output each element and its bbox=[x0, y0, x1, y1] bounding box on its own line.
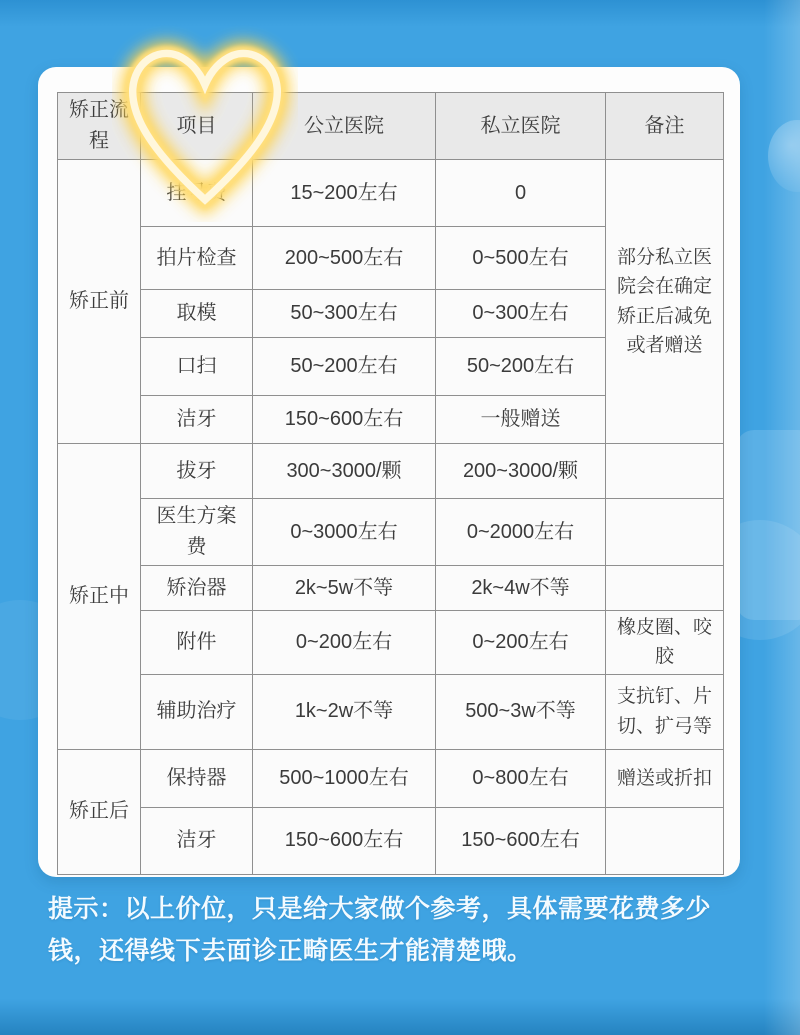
item-cell: 取模 bbox=[141, 290, 253, 338]
private-price-cell: 500~3w不等 bbox=[436, 674, 606, 749]
public-price-cell: 2k~5w不等 bbox=[253, 566, 436, 611]
public-price-cell: 1k~2w不等 bbox=[253, 674, 436, 749]
public-price-cell: 150~600左右 bbox=[253, 396, 436, 444]
stage-cell: 矫正前 bbox=[58, 160, 141, 444]
orthodontic-price-table bbox=[57, 92, 724, 875]
table-row bbox=[58, 444, 724, 499]
public-price-cell: 50~200左右 bbox=[253, 338, 436, 396]
table-row bbox=[58, 160, 724, 227]
note-cell: 支抗钉、片切、扩弓等 bbox=[606, 674, 724, 749]
background-balloon-decoration bbox=[768, 120, 800, 192]
private-price-cell: 2k~4w不等 bbox=[436, 566, 606, 611]
private-price-cell: 0 bbox=[436, 160, 606, 227]
item-cell: 口扫 bbox=[141, 338, 253, 396]
private-price-cell: 150~600左右 bbox=[436, 807, 606, 874]
item-cell: 洁牙 bbox=[141, 396, 253, 444]
note-cell bbox=[606, 499, 724, 566]
private-price-cell: 50~200左右 bbox=[436, 338, 606, 396]
public-price-cell: 50~300左右 bbox=[253, 290, 436, 338]
stage-cell: 矫正中 bbox=[58, 444, 141, 750]
public-price-cell: 200~500左右 bbox=[253, 227, 436, 290]
price-table-card bbox=[38, 67, 740, 877]
footer-hint-text: 提示：以上价位，只是给大家做个参考，具体需要花费多少钱，还得线下去面诊正畸医生才能清楚哦。 bbox=[48, 895, 712, 965]
public-price-cell: 300~3000/颗 bbox=[253, 444, 436, 499]
private-price-cell: 一般赠送 bbox=[436, 396, 606, 444]
note-cell: 橡皮圈、咬胶 bbox=[606, 611, 724, 675]
private-price-cell: 200~3000/颗 bbox=[436, 444, 606, 499]
private-price-cell: 0~800左右 bbox=[436, 749, 606, 807]
item-cell: 保持器 bbox=[141, 749, 253, 807]
public-price-cell: 0~200左右 bbox=[253, 611, 436, 675]
table-row bbox=[58, 674, 724, 749]
header-stage: 矫正流程 bbox=[58, 93, 141, 160]
item-cell: 洁牙 bbox=[141, 807, 253, 874]
item-cell: 拍片检查 bbox=[141, 227, 253, 290]
note-cell: 部分私立医院会在确定矫正后减免或者赠送 bbox=[606, 160, 724, 444]
table-row bbox=[58, 611, 724, 675]
item-cell: 拔牙 bbox=[141, 444, 253, 499]
background-square-decoration bbox=[736, 430, 800, 620]
item-cell: 附件 bbox=[141, 611, 253, 675]
note-cell bbox=[606, 807, 724, 874]
item-cell: 辅助治疗 bbox=[141, 674, 253, 749]
public-price-cell: 500~1000左右 bbox=[253, 749, 436, 807]
public-price-cell: 150~600左右 bbox=[253, 807, 436, 874]
public-price-cell: 15~200左右 bbox=[253, 160, 436, 227]
item-cell: 矫治器 bbox=[141, 566, 253, 611]
note-cell bbox=[606, 566, 724, 611]
table-row bbox=[58, 566, 724, 611]
table-row bbox=[58, 807, 724, 874]
note-cell bbox=[606, 444, 724, 499]
private-price-cell: 0~500左右 bbox=[436, 227, 606, 290]
header-public-hospital: 公立医院 bbox=[253, 93, 436, 160]
private-price-cell: 0~300左右 bbox=[436, 290, 606, 338]
item-cell: 挂号费 bbox=[141, 160, 253, 227]
header-notes: 备注 bbox=[606, 93, 724, 160]
private-price-cell: 0~2000左右 bbox=[436, 499, 606, 566]
table-row bbox=[58, 499, 724, 566]
table-header-row bbox=[58, 93, 724, 160]
header-private-hospital: 私立医院 bbox=[436, 93, 606, 160]
public-price-cell: 0~3000左右 bbox=[253, 499, 436, 566]
table-row bbox=[58, 749, 724, 807]
item-cell: 医生方案费 bbox=[141, 499, 253, 566]
private-price-cell: 0~200左右 bbox=[436, 611, 606, 675]
stage-cell: 矫正后 bbox=[58, 749, 141, 874]
note-cell: 赠送或折扣 bbox=[606, 749, 724, 807]
header-item: 项目 bbox=[141, 93, 253, 160]
